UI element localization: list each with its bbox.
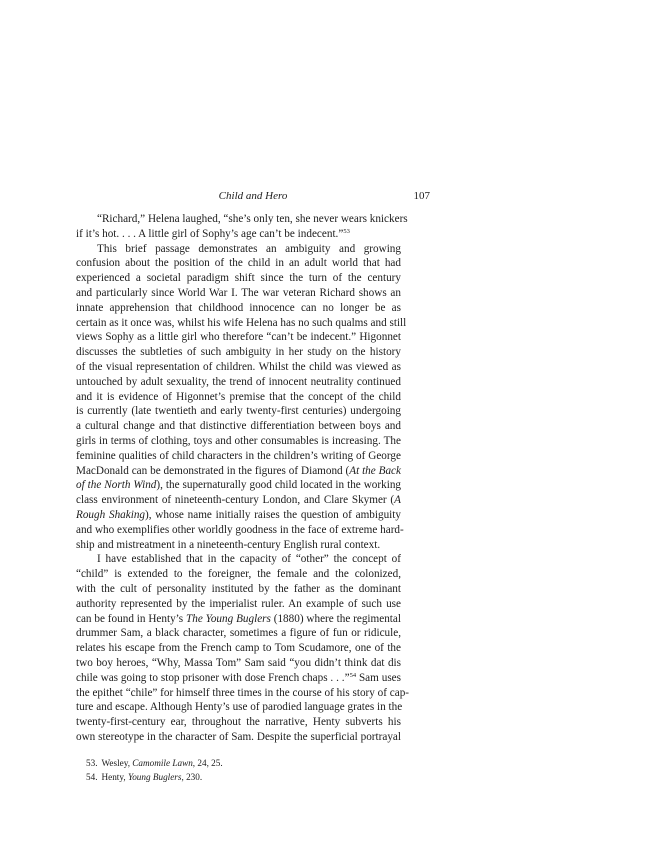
text-line: is currently (late twentieth and early twenty-first centuries) undergoing [76,405,401,418]
text-line: views Sophy as a little girl who therefore “can’t be indecent.” Higonnet [76,331,401,344]
text-line: I have established that in the capacity of “other” the concept of [97,553,401,566]
text-line: confusion about the position of the child in an adult world that had [76,257,401,270]
footnote-ref: 54 [349,671,357,679]
text-line: chile was going to stop prisoner with dose French chaps . . .”$^{54}$ Sam uses [76,671,401,684]
text-line: ture and escape. Although Henty’s use of parodied language grates in the [76,701,403,714]
footnotes [76,756,401,784]
text-line: experienced a societal paradigm shift since the turn of the century [76,272,401,285]
text-line: MacDonald can be demonstrated in the figures of Diamond (At the Back [76,464,401,477]
book-title: The Young Buglers [186,612,271,625]
text-line: can be found in Henty’s The Young Buglers (1880) where the regimental [76,612,401,625]
text-line: untouched by adult sexuality, the trend of innocent neutrality continued [76,375,401,388]
book-title: of the North Wind [76,479,157,492]
body-text [76,212,410,745]
text-line: “Richard,” Helena laughed, “she’s only ten, she never wears knickers [97,213,408,225]
book-title: At the Back [349,464,401,477]
text-line: relates his escape from the French camp to Tom Scudamore, one of the [76,642,401,655]
page-number: 107 [413,190,430,202]
book-title: A [394,494,401,507]
text-line: class environment of nineteenth-century London, and Clare Skymer (A [76,494,401,507]
text-line: of the visual representation of children. Whilst the child was viewed as [76,360,401,373]
footnote: 53. Wesley, Camomile Lawn, 24, 25. [86,758,223,768]
text-line: “child” is extended to the foreigner, the female and the colonized, [76,568,401,581]
text-line: and who exemplifies other worldly goodness in the face of extreme hard- [76,523,404,536]
book-title: Rough Shaking [76,508,146,521]
text-line: drummer Sam, a black character, sometimes a figure of fun or ridicule, [76,627,401,640]
text-line: with the cult of personality instituted by the father as the dominant [76,582,401,595]
text-line: and it is evidence of Higonnet’s premise that the concept of the child [76,390,401,403]
text-line: feminine qualities of child characters in the children’s writing of George [76,449,401,462]
text-line: a cultural change and that distinctive differentiation between boys and [76,420,401,433]
text-line: own stereotype in the character of Sam. Despite the superficial portrayal [76,730,401,743]
text-line: two boy heroes, “Why, Massa Tom” Sam said “you didn’t think dat dis [76,656,401,669]
running-header [76,189,430,205]
text-line: and particularly since World War I. The war veteran Richard shows an [76,286,401,299]
footnote-ref: 53 [343,227,350,235]
text-line: innate apprehension that childhood innocence can no longer be as [76,301,401,314]
text-line: discusses the subtleties of such ambiguity in her study on the history [76,346,401,359]
text-line: twenty-first-century ear, throughout the narrative, Henty subverts his [76,716,401,729]
running-title: Child and Hero [218,190,288,202]
text-line: This brief passage demonstrates an ambiguity and growing [97,242,401,255]
text-line: authority represented by the imperialist ruler. An example of such use [76,597,401,610]
text-line: girls in terms of clothing, toys and other consumables is increasing. The [76,434,401,447]
text-line: if it’s hot. . . . A little girl of Sophy’s age can’t be indecent.”$^{53}$ [76,227,350,240]
text-line: ship and mistreatment in a nineteenth-century English rural context. [76,538,381,551]
text-line: the epithet “chile” for himself three times in the course of his story of cap- [76,686,410,699]
text-line: Rough Shaking), whose name initially raises the question of ambiguity [76,508,401,521]
text-line: of the North Wind), the supernaturally good child located in the working [76,479,402,492]
text-line: certain as it once was, whilst his wife Helena has no such qualms and still [76,316,407,329]
footnote: 54. Henty, Young Buglers, 230. [86,772,203,782]
